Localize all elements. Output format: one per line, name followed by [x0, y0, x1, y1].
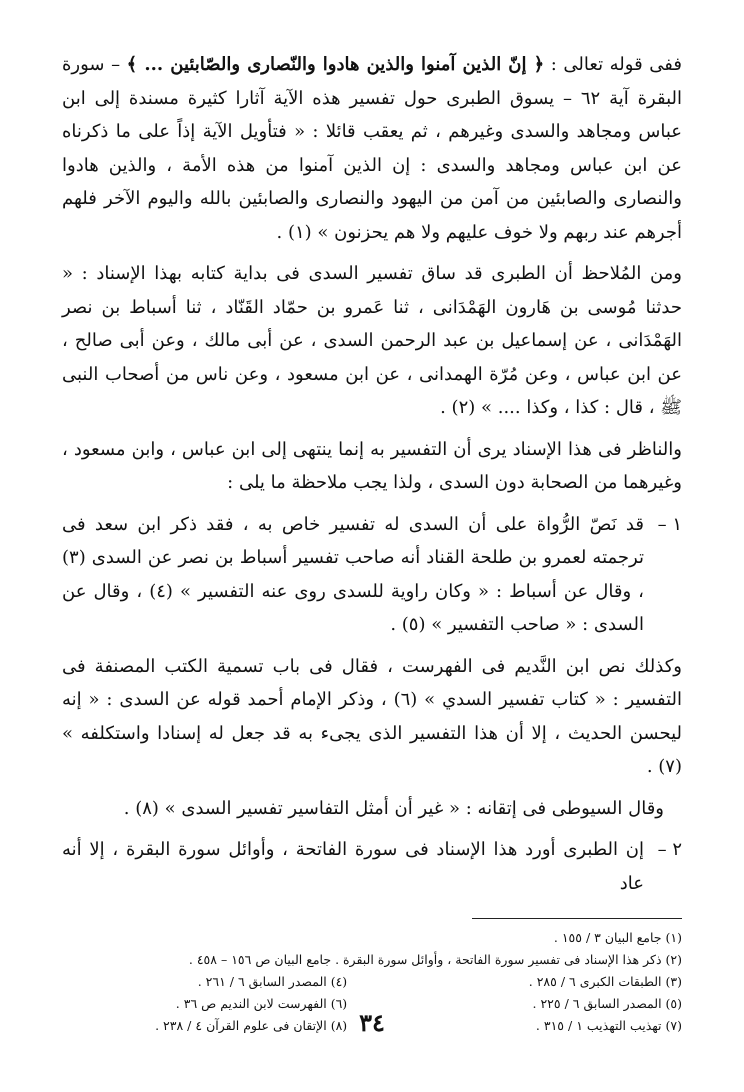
paragraph-2: ومن المُلاحظ أن الطبرى قد ساق تفسير السدى فى بداية كتابه بهذا الإسناد : « حدثنا مُوسى بن هَارون الهَمْدَانى ، ثنا عَمرو بن حمّاد القَنّاد ، ثنا أسباط بن نصر الهَمْدَانى ، عن إسماعيل بن عبد الرحمن السدى ، عن أبى مالك ، وعن أبى صالح ، عن ابن عباس ، وعن مُرّة الهمدانى ، عن ابن مسعود ، وعن ناس من أصحاب النبى ﷺ ، قال : كذا ، وكذا .... » (٢) .: [62, 263, 682, 418]
footnote-row-3-4: [62, 971, 682, 993]
item-1-number: ١ –: [657, 513, 682, 535]
quran-verse: ﴿ إنّ الذين آمنوا والذين هادوا والنّصارى والصّابئين ... ﴾: [126, 54, 545, 75]
page-body: [62, 48, 682, 1072]
footnote-8: (٨) الإتقان فى علوم القرآن ٤ / ٢٣٨ .: [155, 1018, 348, 1033]
paragraph-1: [62, 48, 682, 249]
numbered-item-1: [62, 508, 682, 642]
paragraph-4: وكذلك نص ابن النَّديم فى الفهرست ، فقال فى باب تسمية الكتب المصنفة فى التفسير : « كتاب تفسير السدي » (٦) ، وذكر الإمام أحمد قوله عن السدى : « إنه ليحسن الحديث ، إلا أن هذا التفسير الذى يجىء به قد جعل له إسنادا واستكلفه » (٧) .: [62, 655, 683, 777]
footnote-divider: [472, 918, 682, 919]
paragraph-3: والناظر فى هذا الإسناد يرى أن التفسير به إنما ينتهى إلى ابن عباس ، وابن مسعود ، وغيرهما من الصحابة دون السدى ، ولذا يجب ملاحظة ما يلى :: [62, 438, 682, 493]
item-2-text: إن الطبرى أورد هذا الإسناد فى سورة الفاتحة ، وأوائل سورة البقرة ، إلا أنه عاد: [62, 839, 644, 894]
paragraph-1-intro: ففى قوله تعالى :: [550, 54, 682, 75]
item-2-number: ٢ –: [657, 839, 682, 860]
footnote-4: (٤) المصدر السابق ٦ / ٢٦١ .: [197, 974, 348, 989]
paragraph-1-text: – سورة البقرة آية ٦٢ – يسوق الطبرى حول تفسير هذه الآية آثارا كثيرة مسندة إلى ابن عباس ومجاهد والسدى وغيرهم ، ثم يعقب قائلا : « فتأويل الآية إذاً على ما ذكرناه عن ابن عباس ومجاهد والسدى : إن الذين آمنوا من هذه الأمة ، والذين هادوا والنصارى والصابئين من آمن من اليهود والنصارى والصابئين بالله واليوم الآخر فلهم أجرهم عند ربهم ولا خوف عليهم ولا هم يحزنون » (١) .: [62, 54, 682, 243]
footnote-7: (٧) تهذيب التهذيب ١ / ٣١٥ .: [535, 1018, 682, 1033]
footnote-1: (١) جامع البيان ٣ / ١٥٥ .: [553, 930, 682, 945]
paragraph-5: وقال السيوطى فى إتقانه : « غير أن أمثل التفاسير تفسير السدى » (٨) .: [123, 797, 664, 819]
numbered-item-2: [62, 833, 682, 900]
item-1-text: قد نَصّ الرُّواة على أن السدى له تفسير خاص به ، فقد ذكر ابن سعد فى ترجمته لعمرو بن طلحة القناد أنه صاحب تفسير أسباط بن نصر عن السدى (٣) ، وقال عن أسباط : « وكان راوية للسدى روى عنه التفسير » (٤) ، وقال عن السدى : « صاحب التفسير » (٥) .: [62, 513, 644, 635]
footnote-3: (٣) الطبقات الكبرى ٦ / ٢٨٥ .: [528, 974, 682, 989]
page-number: ٣٤: [359, 1008, 385, 1037]
footnote-6: (٦) الفهرست لابن النديم ص ٣٦ .: [175, 996, 348, 1011]
footnote-2: (٢) ذكر هذا الإسناد فى تفسير سورة الفاتحة ، وأوائل سورة البقرة . جامع البيان ص ١٥٦ – ٤٥٨ .: [188, 952, 682, 967]
footnote-5: (٥) المصدر السابق ٦ / ٢٢٥ .: [532, 996, 682, 1011]
